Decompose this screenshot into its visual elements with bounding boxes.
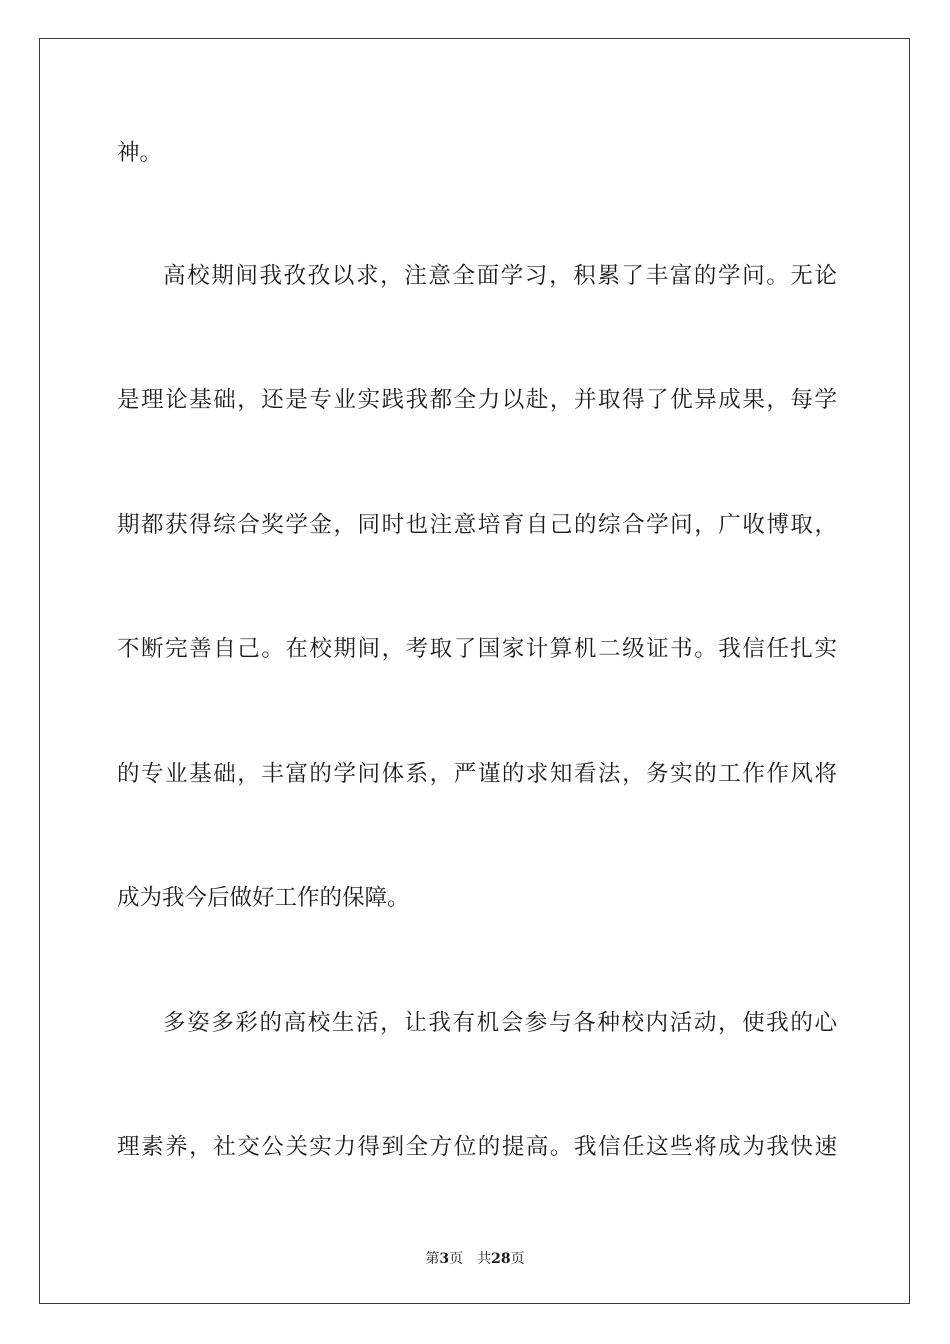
paragraph-first-line: 高校期间我孜孜以求，注意全面学习，积累了丰富的学问。无论 (163, 263, 837, 289)
page-suffix: 页 (449, 1251, 464, 1267)
text-line: 理素养，社交公关实力得到全方位的提高。我信任这些将成为我快速 (117, 1134, 837, 1160)
page-border (39, 38, 910, 1304)
page-prefix: 第 (425, 1251, 440, 1267)
text-line: 是理论基础，还是专业实践我都全力以赴，并取得了优异成果，每学 (117, 387, 837, 413)
page-number: 3 (439, 1251, 450, 1267)
total-pages: 28 (491, 1251, 511, 1267)
page-footer (0, 1248, 950, 1268)
text-line: 神。 (117, 140, 163, 166)
total-prefix: 共 (477, 1251, 492, 1267)
text-line: 期都获得综合奖学金，同时也注意培育自己的综合学问，广收博取， (117, 512, 837, 538)
total-suffix: 页 (510, 1251, 525, 1267)
text-line: 的专业基础，丰富的学问体系，严谨的求知看法，务实的工作作风将 (117, 761, 837, 787)
paragraph-first-line: 多姿多彩的高校生活，让我有机会参与各种校内活动，使我的心 (163, 1010, 837, 1036)
text-line: 成为我今后做好工作的保障。 (117, 885, 410, 911)
text-line: 不断完善自己。在校期间，考取了国家计算机二级证书。我信任扎实 (117, 636, 837, 662)
